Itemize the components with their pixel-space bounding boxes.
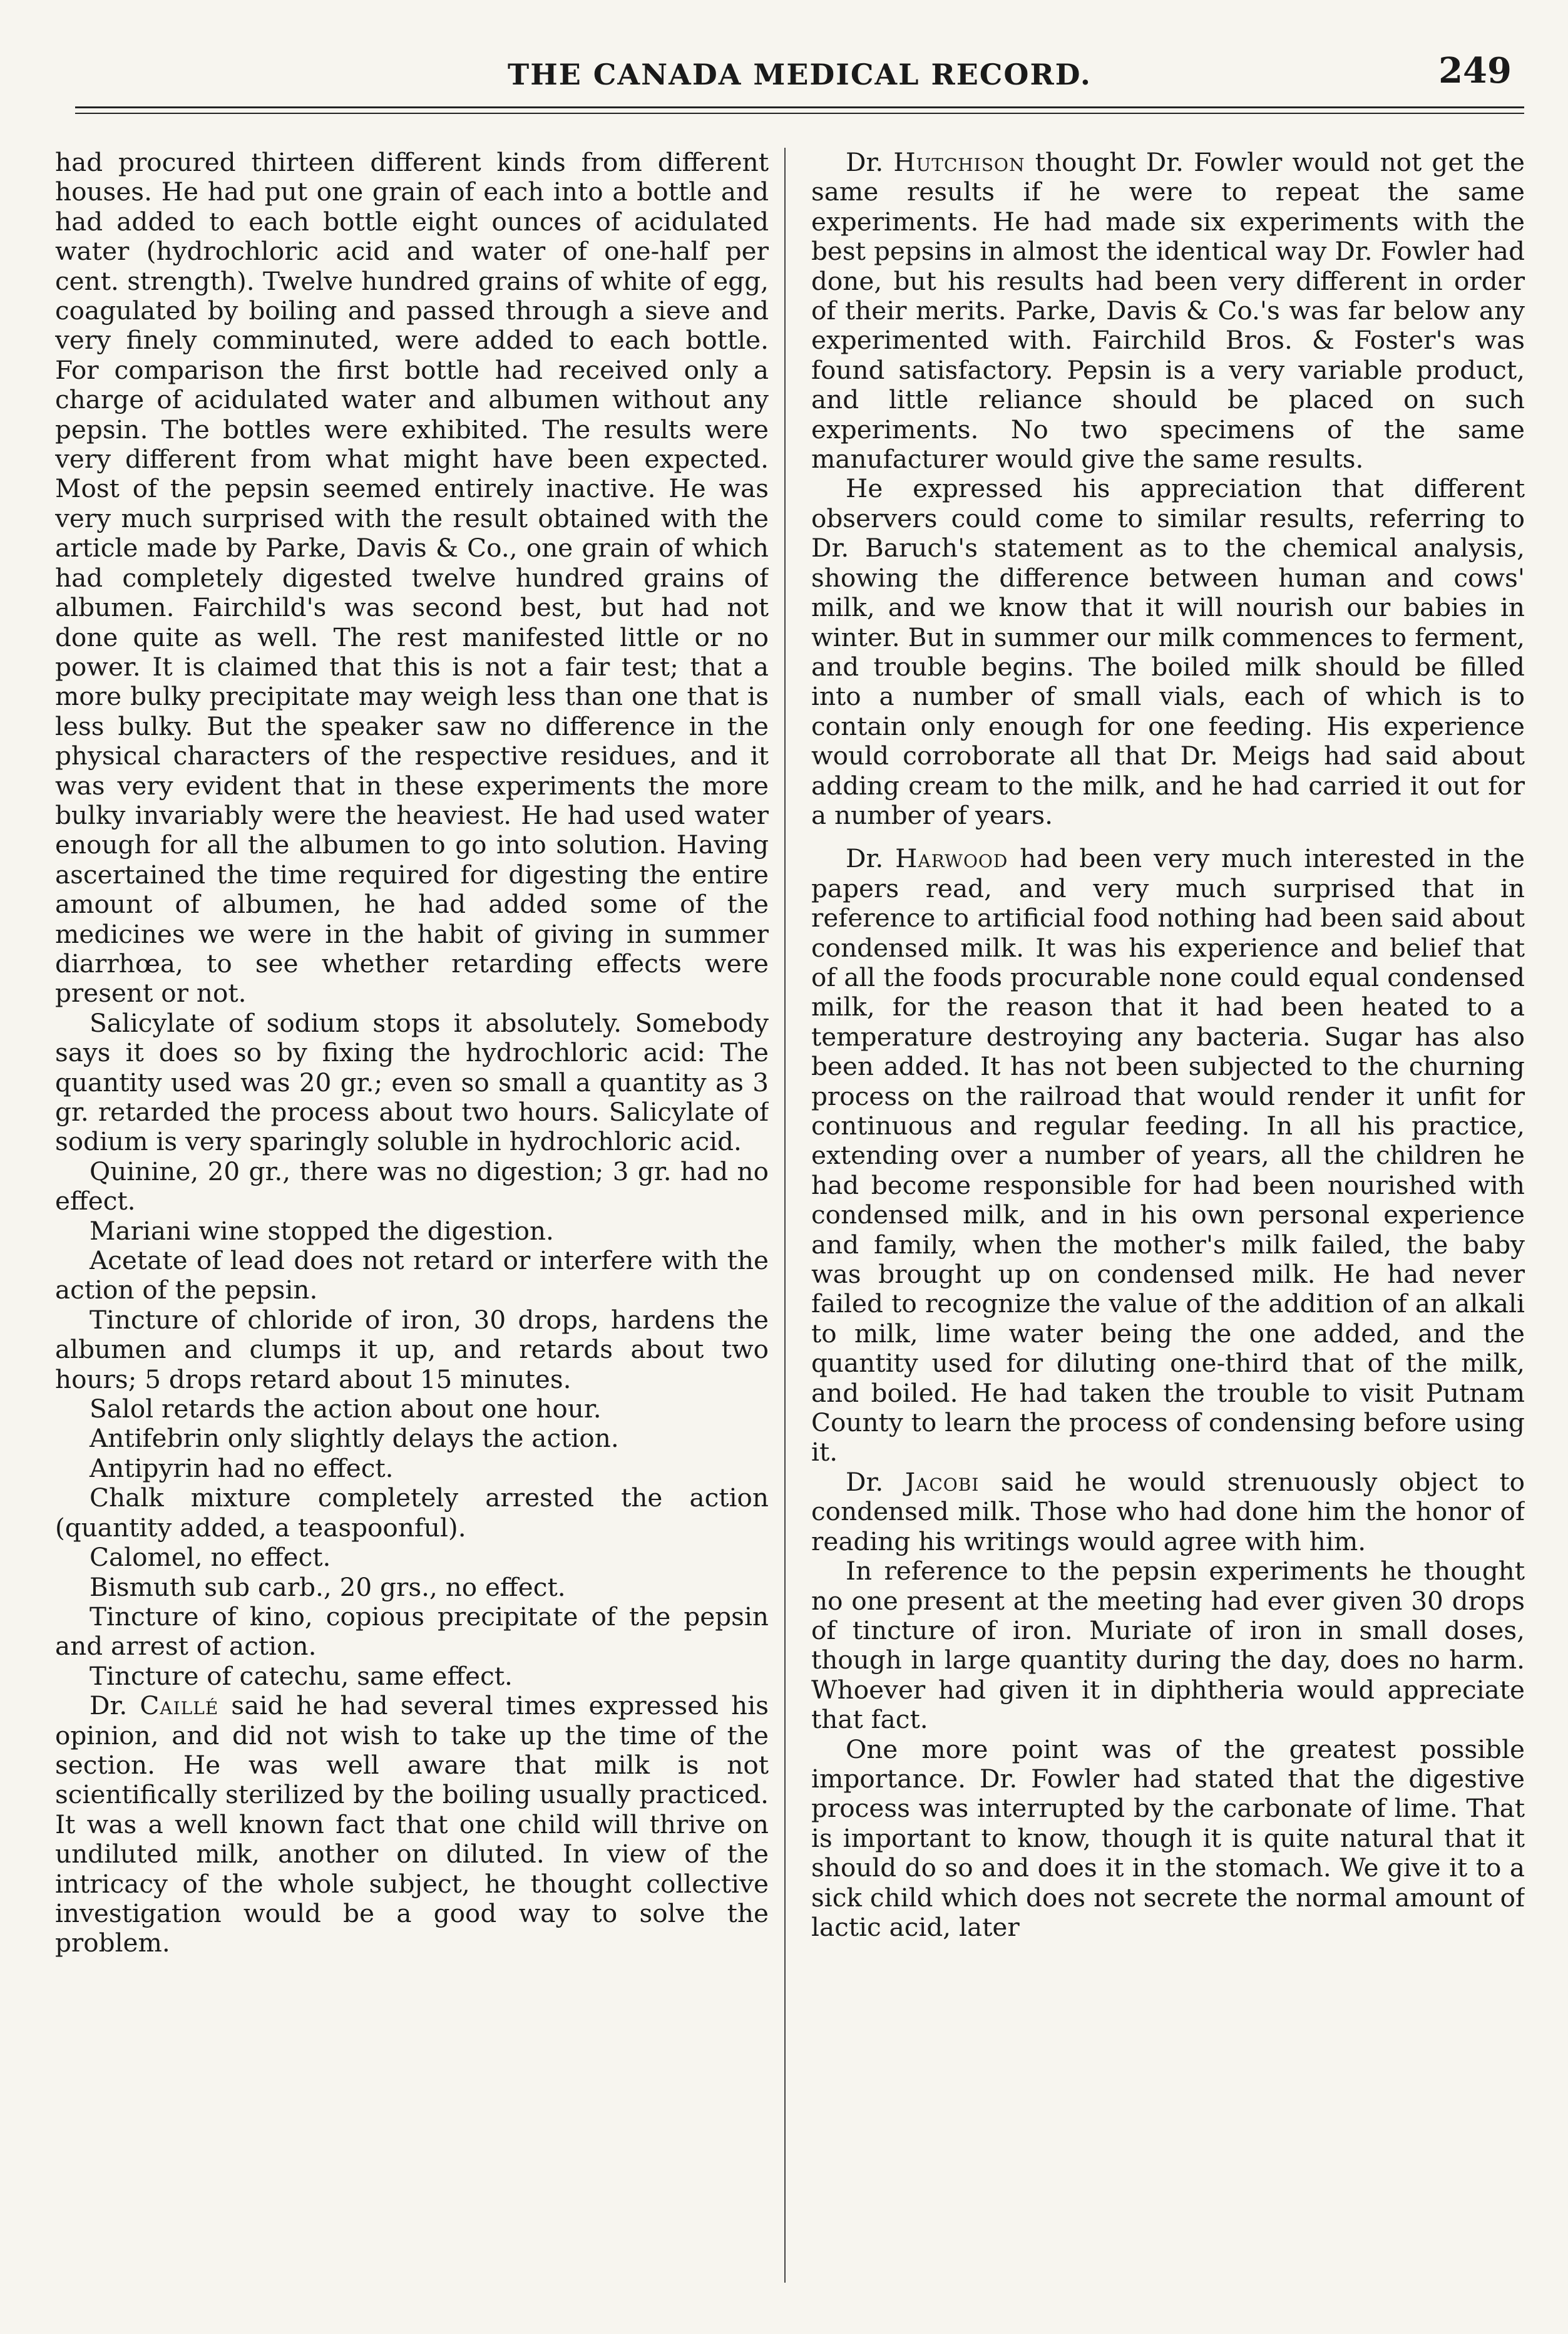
header-rule-bottom <box>75 113 1524 114</box>
paragraph: Calomel, no effect. <box>90 1542 331 1573</box>
paragraph: Acetate of lead does not retard or interfere with the action of the pepsin. <box>55 1245 769 1305</box>
speaker-name: Harwood <box>895 843 1008 874</box>
paragraph: In reference to the pepsin experiments he thought no one present at the meeting had ever given 30 drops of tincture of iron. Muriate of iron in small doses, though in large quantity during the day, does no harm. Whoever had given it in diphtheria would appreciate that fact. <box>811 1556 1525 1735</box>
paragraph: Bismuth sub carb., 20 grs., no effect. <box>90 1571 566 1602</box>
paragraph: Mariani wine stopped the digestion. <box>90 1215 554 1246</box>
column-divider <box>784 148 786 2283</box>
paragraph: Salol retards the action about one hour. <box>90 1394 602 1424</box>
page-header <box>75 49 1524 99</box>
paragraph: Salicylate of sodium stops it absolutely. Somebody says it does so by fixing the hydrochloric acid: The quantity used was 20 gr.; even so small a quantity as 3 gr. retarded the process about two hours. Salicylate of sodium is very sparingly soluble in hydrochloric acid. <box>55 1007 769 1157</box>
speaker-name: Jacobi <box>904 1466 980 1497</box>
right-column <box>811 148 1525 2289</box>
paragraph: Tincture of chloride of iron, 30 drops, hardens the albumen and clumps it up, and retards about two hours; 5 drops retard about 15 minutes. <box>55 1304 769 1394</box>
speaker-name: Caillé <box>140 1690 219 1721</box>
running-title: THE CANADA MEDICAL RECORD. <box>508 58 1092 91</box>
paragraph: Dr. Jacobi said he would strenuously object to condensed milk. Those who had done him the honor of reading his writings would agree with him. <box>811 1466 1525 1556</box>
paragraph: One more point was of the greatest possible importance. Dr. Fowler had stated that the digestive process was interrupted by the carbonate of lime. That is important to know, though it is quite natural that it should do so and does it in the stomach. We give it to a sick child which does not secrete the normal amount of lactic acid, later <box>811 1734 1525 1942</box>
speaker-name: Hutchison <box>893 148 1025 177</box>
paragraph: Quinine, 20 gr., there was no digestion; 3 gr. had no effect. <box>55 1156 769 1216</box>
paragraph: Dr. Harwood had been very much interested in the papers read, and very much surprised that in reference to artificial food nothing had been said about condensed milk. It was his experience and belief that of all the foods procurable none could equal condensed milk, for the reason that it had been heated to a temperature destroying any bacteria. Sugar has also been added. It has not been subjected to the churning process on the railroad that would render it unfit for continuous and regular feeding. In all his practice, extending over a number of years, all the children he had become responsible for had been nourished with condensed milk, and in his own personal experience and family, when the mother's milk failed, the baby was brought up on condensed milk. He had never failed to recognize the value of the addition of an alkali to milk, lime water being the one added, and the quantity used for diluting one-third that of the milk, and boiled. He had taken the trouble to visit Putnam County to learn the process of condensing before using it. <box>811 843 1525 1468</box>
paragraph: Chalk mixture completely arrested the action (quantity added, a teaspoonful). <box>55 1483 769 1543</box>
paragraph: Antifebrin only slightly delays the action. <box>90 1423 619 1454</box>
page-number: 249 <box>1438 50 1512 91</box>
paragraph: Tincture of catechu, same effect. <box>90 1660 513 1691</box>
paragraph: Tincture of kino, copious precipitate of the pepsin and arrest of action. <box>55 1601 769 1662</box>
paragraph: Antipyrin had no effect. <box>90 1452 394 1483</box>
paragraph: Dr. Caillé said he had several times expressed his opinion, and did not wish to take up the time of the section. He was well aware that milk is not scientifically sterilized by the boiling usually practiced. It was a well known fact that one child will thrive on undiluted milk, another on diluted. In view of the intricacy of the whole subject, he thought collective investigation would be a good way to solve the problem. <box>55 1690 769 1958</box>
paragraph: Dr. Hutchison thought Dr. Fowler would not get the same results if he were to repeat the same experiments. He had made six experiments with the best pepsins in almost the identical way Dr. Fowler had done, but his results had been very different in order of their merits. Parke, Davis & Co.'s was far below any experimented with. Fairchild Bros. & Foster's was found satisfactory. Pepsin is a very variable product, and little reliance should be placed on such experiments. No two specimens of the same manufacturer would give the same results. <box>811 148 1525 475</box>
left-column <box>55 148 769 2289</box>
paragraph: had procured thirteen different kinds from different houses. He had put one grain of each into a bottle and had added to each bottle eight ounces of acidulated water (hydrochloric acid and water of one-half per cent. strength). Twelve hundred grains of white of egg, coagulated by boiling and passed through a sieve and very finely comminuted, were added to each bottle. For comparison the first bottle had received only a charge of acidulated water and albumen without any pepsin. The bottles were exhibited. The results were very different from what might have been expected. Most of the pepsin seemed entirely inactive. He was very much surprised with the result obtained with the article made by Parke, Davis & Co., one grain of which had completely digested twelve hundred grains of albumen. Fairchild's was second best, but had not done quite as well. The rest manifested little or no power. It is claimed that this is not a fair test; that a more bulky precipitate may weigh less than one that is less bulky. But the speaker saw no difference in the physical characters of the respective residues, and it was very evident that in these experiments the more bulky invariably were the heaviest. He had used water enough for all the albumen to go into solution. Having ascertained the time required for digesting the entire amount of albumen, he had added some of the medicines we were in the habit of giving in summer diarrhœa, to see whether retarding effects were present or not. <box>55 148 769 1009</box>
paragraph: He expressed his appreciation that different observers could come to similar results, referring to Dr. Baruch's statement as to the chemical analysis, showing the difference between human and cows' milk, and we know that it will nourish our babies in winter. But in summer our milk commences to ferment, and trouble begins. The boiled milk should be filled into a number of small vials, each of which is to contain only enough for one feeding. His experience would corroborate all that Dr. Meigs had said about adding cream to the milk, and he had carried it out for a number of years. <box>811 473 1525 830</box>
header-rule-top <box>75 106 1524 108</box>
